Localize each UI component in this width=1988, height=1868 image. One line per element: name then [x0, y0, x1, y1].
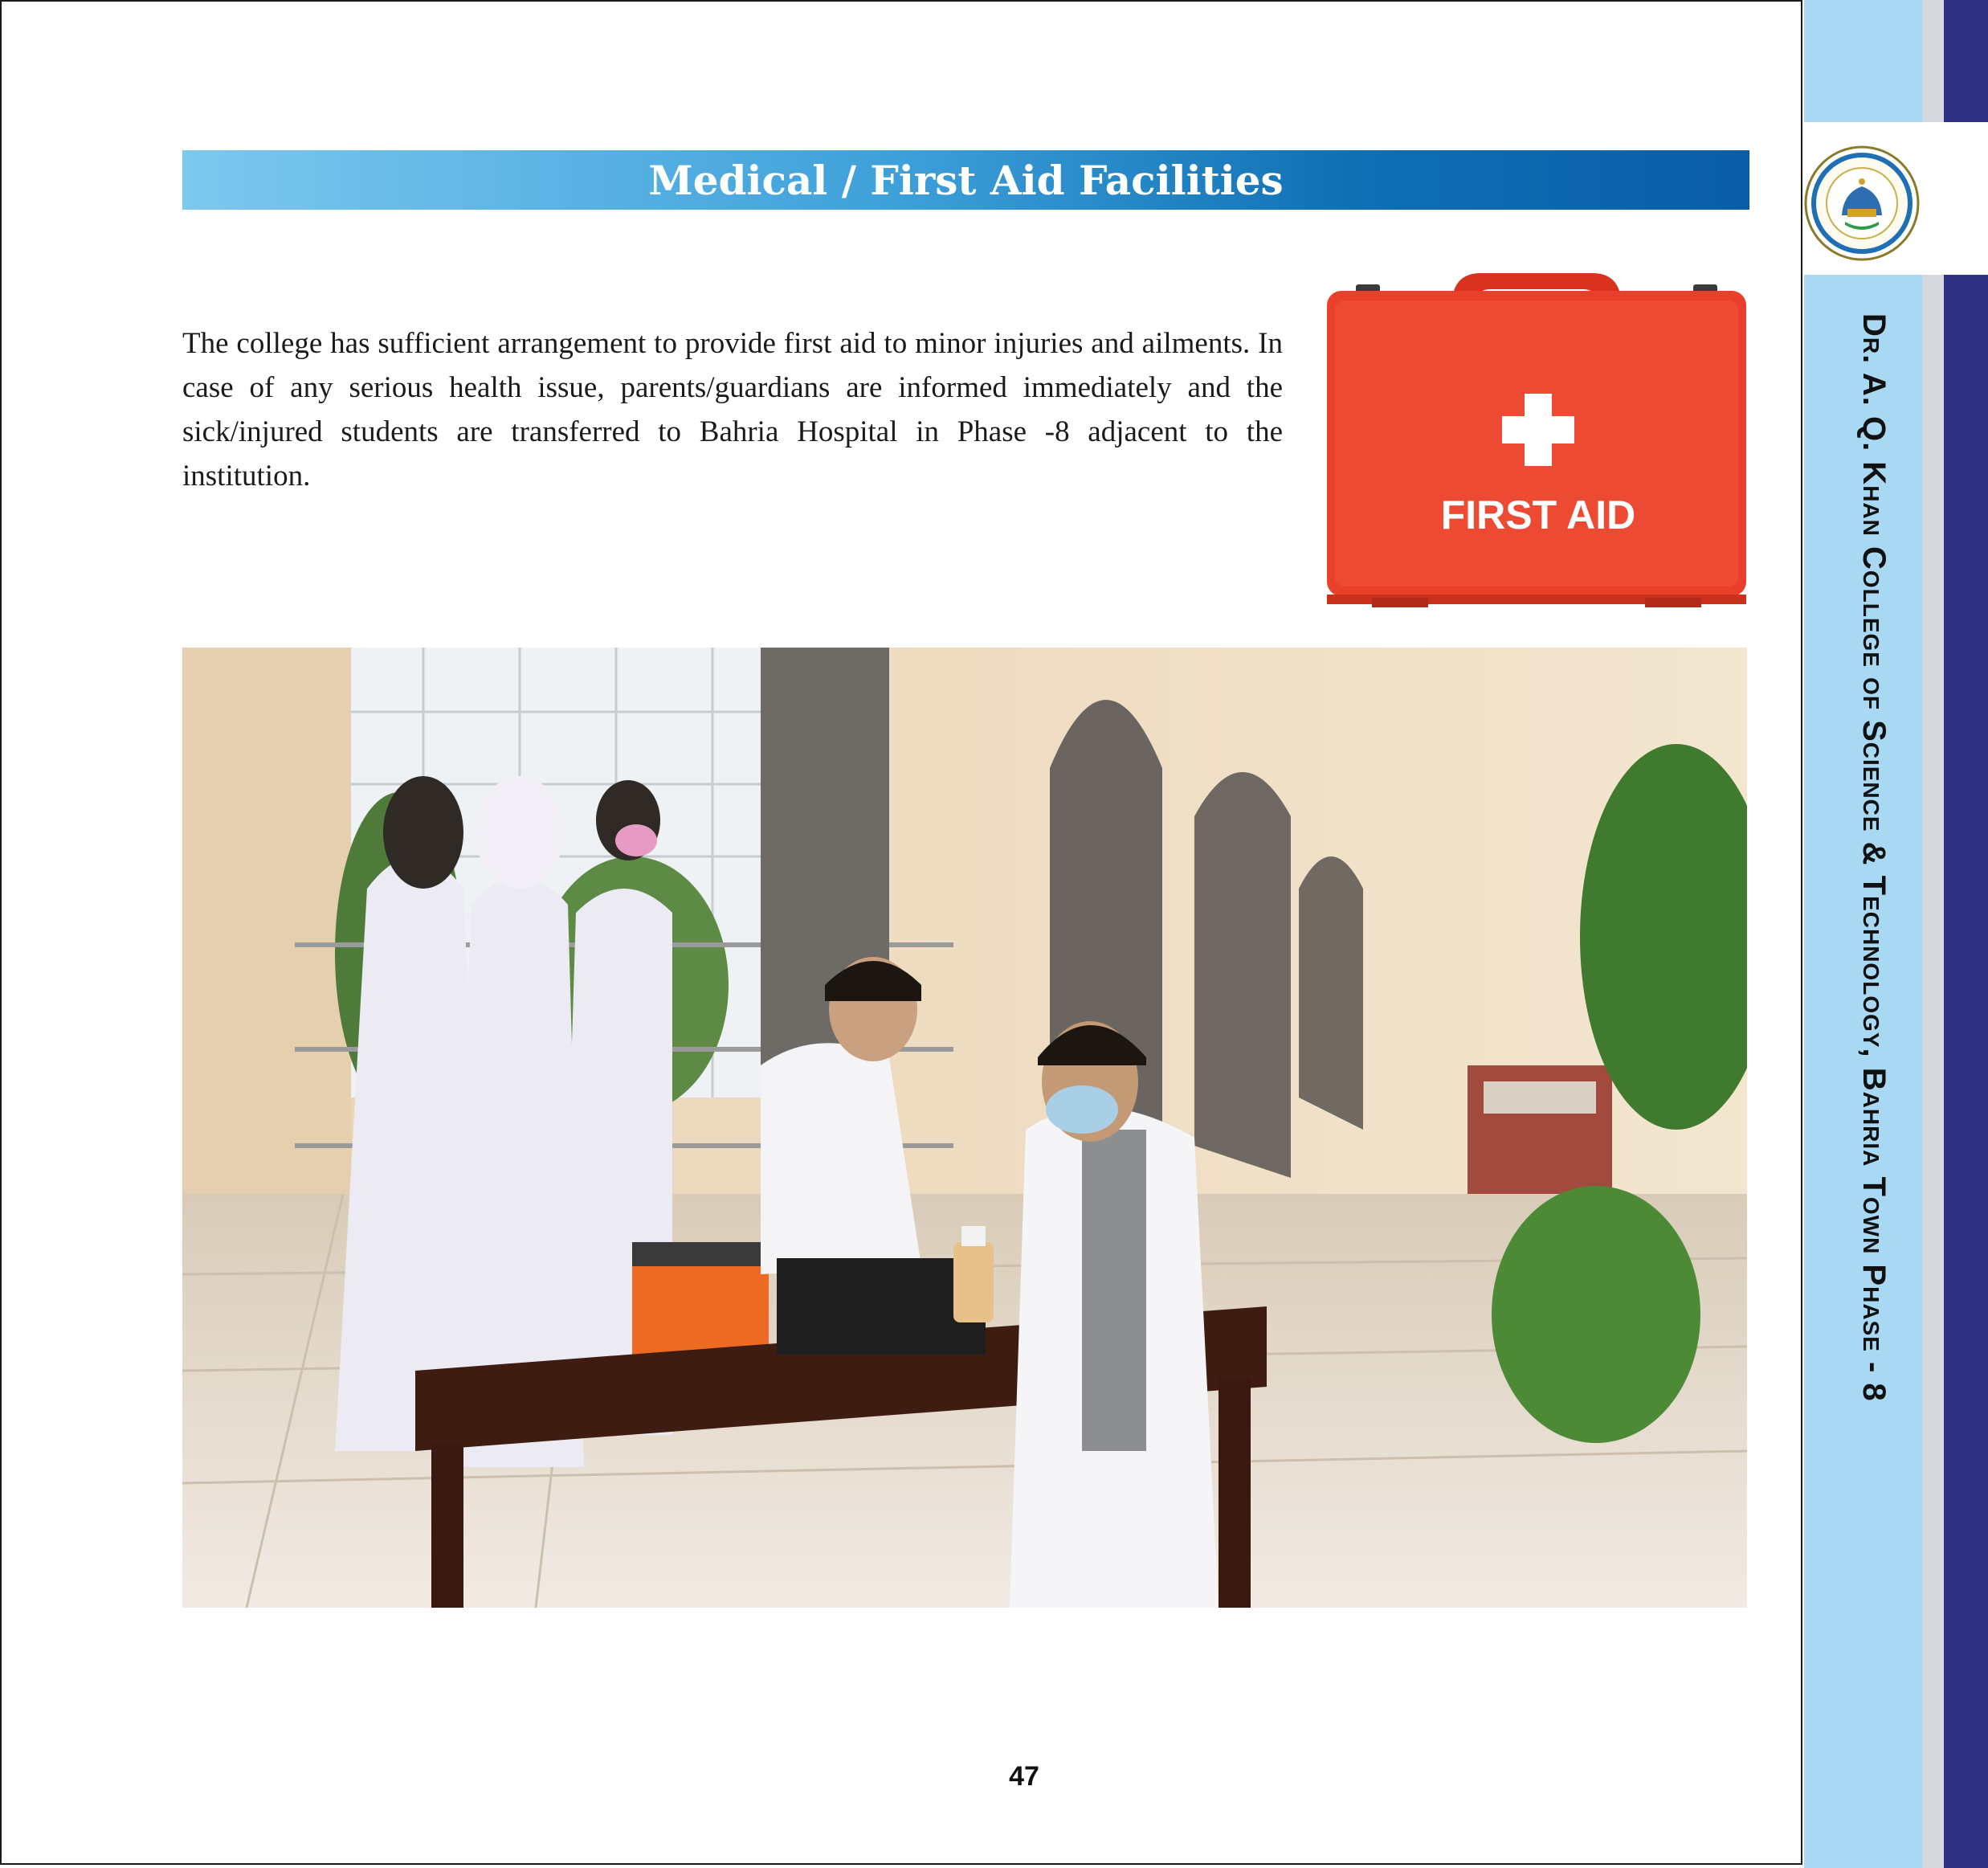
intro-paragraph: The college has sufficient arrangement to provide first aid to minor injuries and ailments. In case of any serious health issue, parents/guardians are informed immediately and the sick/injured students are transferred to Bahria Hospital in Phase -8 adjacent to the institution.: [182, 327, 1283, 493]
side-band-navy: [1944, 0, 1988, 1868]
college-seal-logo: [1803, 145, 1921, 262]
side-band-gray: [1922, 0, 1944, 1868]
first-aid-kit-image: [1324, 273, 1749, 611]
vertical-college-title: Dr. A. Q. Khan College of Science & Technology, Bahria Town Phase - 8: [1856, 313, 1892, 1402]
section-heading-banner: [182, 150, 1749, 210]
page-number: 47: [1009, 1761, 1039, 1792]
first-aid-demonstration-photo: [182, 648, 1747, 1608]
page-title: Medical / First Aid Facilities: [648, 156, 1284, 204]
kit-label: FIRST AID: [1440, 493, 1636, 538]
